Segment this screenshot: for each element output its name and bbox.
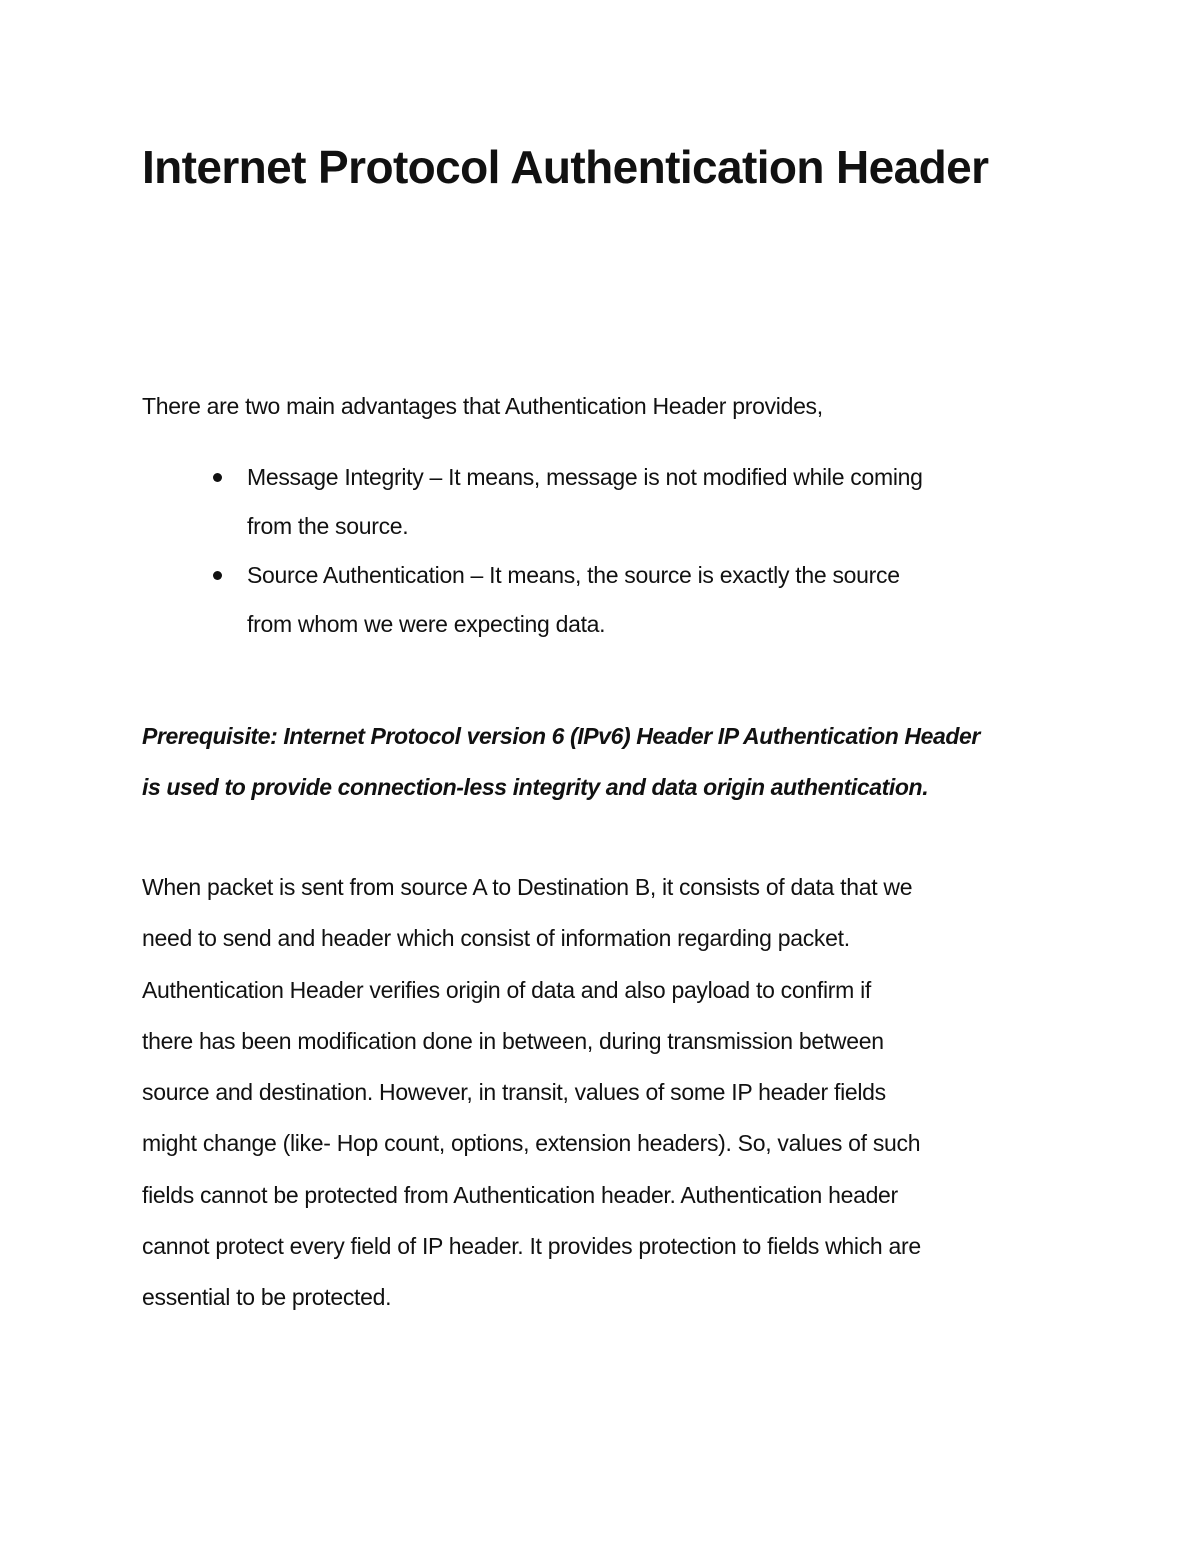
list-item-source-authentication [0,551,923,649]
prerequisite-paragraph [142,711,980,813]
body-line: there has been modification done in between, during transmission between [142,1027,884,1054]
prerequisite-line: Prerequisite: Internet Protocol version 6 (IPv6) Header IP Authentication Header [142,723,980,749]
intro-paragraph: There are two main advantages that Authentication Header provides, [142,393,823,419]
body-line: need to send and header which consist of information regarding packet. [142,925,850,952]
list-item-line: Message Integrity – It means, message is not modified while coming [247,464,923,490]
list-item-message-integrity [0,453,923,551]
body-line: might change (like- Hop count, options, extension headers). So, values of such [142,1130,921,1157]
list-item-line: from whom we were expecting data. [247,611,606,637]
body-line: essential to be protected. [142,1284,392,1311]
body-paragraph [142,862,921,1324]
body-line: Authentication Header verifies origin of data and also payload to confirm if [142,976,871,1003]
prerequisite-line: is used to provide connection-less integrity and data origin authentication. [142,774,929,800]
page-title: Internet Protocol Authentication Header [142,141,989,193]
list-item-line: Source Authentication – It means, the source is exactly the source [247,562,900,588]
body-line: cannot protect every field of IP header. It provides protection to fields which are [142,1233,921,1260]
bullet-icon [213,571,222,580]
bullet-icon [213,473,222,482]
body-line: source and destination. However, in transit, values of some IP header fields [142,1079,886,1106]
list-item-line: from the source. [247,513,409,539]
body-line: When packet is sent from source A to Destination B, it consists of data that we [142,874,913,900]
advantages-list [0,453,923,649]
body-line: fields cannot be protected from Authentication header. Authentication header [142,1181,898,1208]
